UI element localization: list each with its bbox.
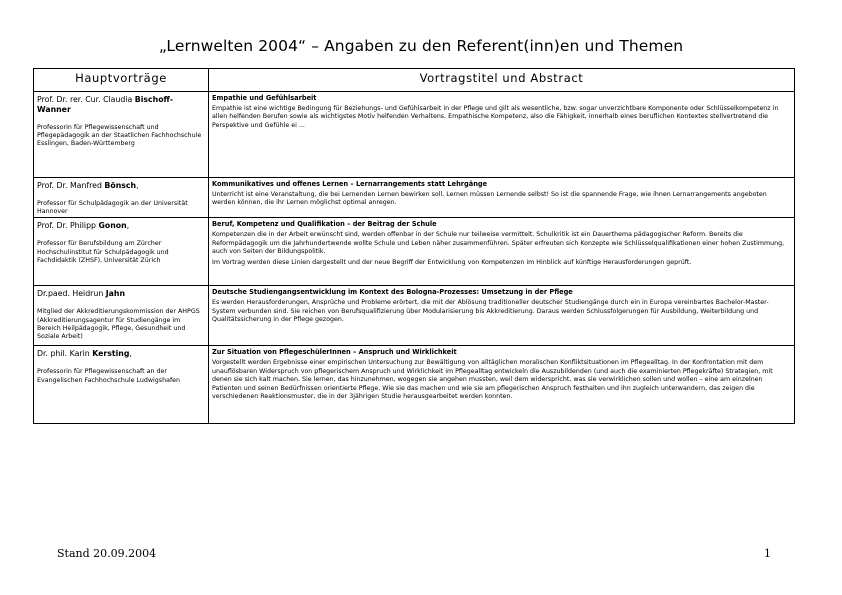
table-row (34, 218, 795, 286)
speaker-cell (34, 346, 209, 424)
talk-title: Beruf, Kompetenz und Qualifikation – der Beitrag der Schule (212, 220, 437, 229)
speaker-name-prefix: Prof. Dr. Manfred (37, 181, 105, 190)
speaker-cell (34, 218, 209, 286)
talk-abstract (212, 105, 791, 131)
speaker-name-prefix: Dr. phil. Karin (37, 349, 93, 359)
speaker-name-suffix: , (126, 221, 130, 231)
speaker-role: Professor für Schulpädagogik an der Universität Hannover (37, 200, 188, 216)
speaker-surname: Jahn (105, 289, 126, 299)
talk-title: Zur Situation von PflegeschülerInnen – Anspruch und Wirklichkeit (212, 348, 457, 357)
talk-cell (209, 92, 795, 178)
speaker-name (37, 95, 205, 115)
speaker-name-prefix: Dr.paed. Heidrun (37, 289, 106, 299)
speaker-name (37, 181, 205, 191)
speaker-cell (34, 178, 209, 218)
column-header-abstract: Vortragstitel und Abstract (209, 69, 795, 92)
talk-title: Empathie und Gefühlsarbeit (212, 94, 317, 102)
speaker-surname: Bischoff-Wanner (37, 95, 174, 114)
speaker-cell (34, 286, 209, 346)
speaker-role: Professorin für Pflegewissenschaft an der Evangelischen Fachhochschule Ludwigshafen (37, 368, 181, 384)
abstract-paragraph: Kompetenzen die in der Arbeit erwünscht sind, werden offenbar in der Schule nur teilweise vermittelt. Schulkritik ist ein Dauerthema pädagogischer Reform. Bereits die Reformpädagogik um die Jahrhundertwende wollte Schule und Leben näher zusammenführen. Später erfreuten sich Konzepte wie Schlüsselqualifikationen einer hohen Zustimmung, auch von Seiten der Bildungspolitik. (212, 231, 785, 256)
speaker-surname: Bönsch (104, 181, 137, 190)
speaker-name (37, 349, 205, 359)
table-row (34, 178, 795, 218)
page-number: 1 (764, 547, 771, 560)
table-row (34, 92, 795, 178)
talk-cell (209, 178, 795, 218)
speaker-name (37, 221, 205, 231)
talk-abstract (212, 231, 791, 267)
column-header-speakers: Hauptvorträge (34, 69, 209, 92)
abstract-paragraph: Im Vortrag werden diese Linien dargestellt und der neue Begriff der Entwicklung von Kompetenzen im Hinblick auf künftige Herausforderungen geprüft. (212, 258, 692, 266)
speaker-surname: Gonon (98, 221, 127, 231)
speaker-role: Mitglied der Akkreditierungskommission der AHPGS (Akkreditierungsagentur für Studiengänge im Bereich Heilpädagogik, Pflege, Gesundheit und Soziale Arbeit) (37, 308, 200, 341)
table-header-row (34, 69, 795, 92)
speaker-role: Professorin für Pflegewissenschaft und Pflegepädagogik an der Staatlichen Fachhochschule Esslingen, Baden-Württemberg (37, 124, 202, 148)
footer-date: Stand 20.09.2004 (57, 547, 157, 560)
document-title: „Lernwelten 2004“ – Angaben zu den Referent(inn)en und Themen (158, 37, 684, 55)
speaker-name (37, 289, 205, 299)
talk-title: Deutsche Studiengangsentwicklung im Kontext des Bologna-Prozesses: Umsetzung in der Pflege (212, 288, 573, 297)
speaker-surname: Kersting (92, 349, 130, 359)
talk-cell (209, 346, 795, 424)
abstract-paragraph: Vorgestellt werden Ergebnisse einer empirischen Untersuchung zur Bewältigung von alltäglichen moralischen Konfliktsituationen im Pflegealltag. In der Konfrontation mit dem unauflösbaren Widerspruch von pflegerischem Anspruch und Wirklichkeit im Pflegealltag entwickeln die Auszubildenden (und auch die examinierten Pflegekräfte) Strategien, mit denen sie sich kalt machen. Sie lernen, das hinzunehmen, wogegen sie angehen mussten, weil dem widerspricht, was sie verwirklichen sollen und wollen – eine am einzelnen Patienten und seinen Bedürfnissen orientierte Pflege. Wie sie das machen und wie sie am pflegerischen Anspruch festhalten und ihn zugleich unterwandern, das zeigen die verschiedenen Reaktionsmuster, die in der 3jährigen Studie herausgearbeitet werden konnten. (212, 359, 773, 401)
speaker-name-prefix: Prof. Dr. rer. Cur. Claudia (37, 95, 135, 104)
speaker-role: Professor für Berufsbildung am Zürcher Hochschulinstitut für Schulpädagogik und Fachdidaktik (ZHSF), Universität Zürich (37, 240, 169, 264)
speaker-name-suffix: , (129, 349, 132, 359)
abstract-paragraph: Unterricht ist eine Veranstaltung, die bei Lernenden Lernen bewirken soll. Lernen müssen Lernende selbst! So ist die spannende Frage, wie ihnen Lernarrangements angeboten werden können, die ihr Lernen möglichst optimal anregen. (212, 190, 767, 207)
talk-abstract (212, 191, 791, 208)
talk-title: Kommunikatives und offenes Lernen – Lernarrangements statt Lehrgänge (212, 180, 488, 188)
table-row (34, 346, 795, 424)
speaker-cell (34, 92, 209, 178)
speaker-name-suffix: , (136, 181, 139, 190)
abstract-paragraph: Empathie ist eine wichtige Bedingung für Beziehungs- und Gefühlsarbeit in der Pflege und gilt als wesentliche, bzw. sogar unverzichtbare Komponente oder Schlüsselkompetenz in allen helfenden Berufen sowie als wichtigstes Motiv helfenden Verhaltens. Empathische Kompetenz, also die Fähigkeit, innerhalb eines beruflichen Kontextes stellvertretend die Perspektive und Gefühle ei ... (212, 104, 779, 129)
table-row (34, 286, 795, 346)
abstract-paragraph: Es werden Herausforderungen, Ansprüche und Probleme erörtert, die mit der Ablösung traditioneller deutscher Studiengänge durch ein in Europa vereinbartes Bachelor-Master-System verbunden sind. Sie reichen von Berufsqualifizierung über Modularisierung bis Akkreditierung. Daraus werden Schlussfolgerungen für Ausbildung, Weiterbildung und Qualitätssicherung in der Pflege gezogen. (212, 299, 769, 324)
talk-cell (209, 286, 795, 346)
speakers-table (33, 68, 795, 424)
talk-cell (209, 218, 795, 286)
talk-abstract (212, 359, 791, 402)
speaker-name-prefix: Prof. Dr. Philipp (37, 221, 99, 231)
talk-abstract (212, 299, 791, 325)
